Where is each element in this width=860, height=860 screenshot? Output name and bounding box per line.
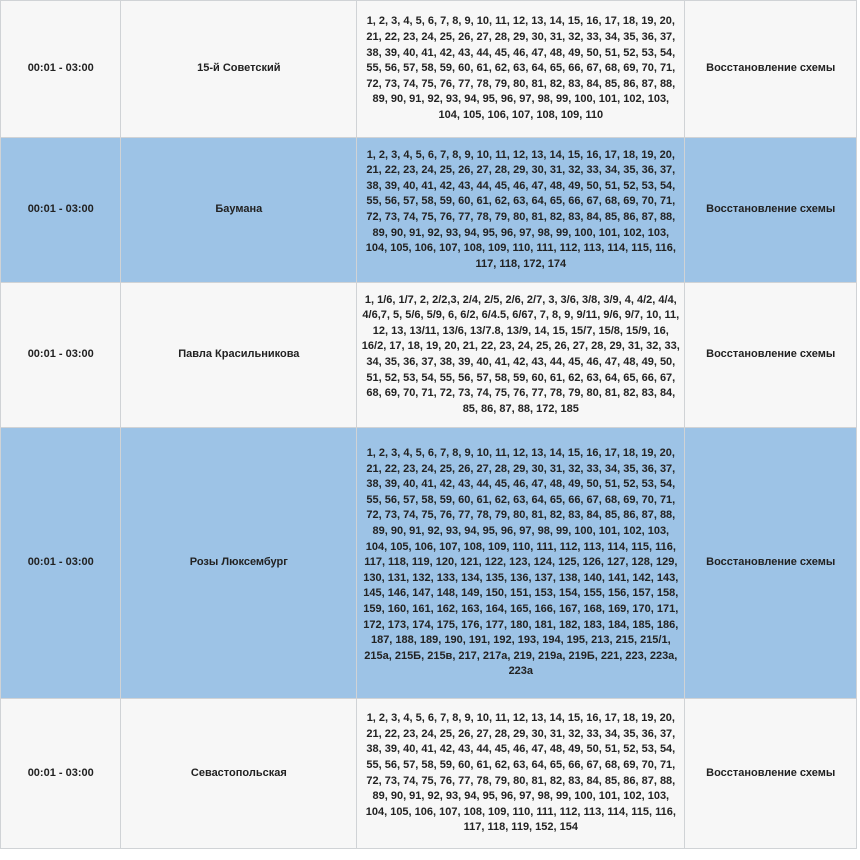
status-cell: Восстановление схемы (685, 699, 857, 849)
street-cell: Розы Люксембург (121, 428, 357, 699)
status-cell: Восстановление схемы (685, 283, 857, 428)
street-cell: 15-й Советский (121, 1, 357, 138)
houses-list: 1, 2, 3, 4, 5, 6, 7, 8, 9, 10, 11, 12, 13, 14, 15, 16, 17, 18, 19, 20, 21, 22, 23, 24, 25, 26, 27, 28, 29, 30, 31, 32, 33, 34, 35, 36, 37, 38, 39, 40, 41, 42, 43, 44, 45, 46, 47, 48, 49, 50, 51, 52, 53, 54, 55, 56, 57, 58, 59, 60, 61, 62, 63, 64, 65, 66, 67, 68, 69, 70, 71, 72, 73, 74, 75, 76, 77, 78, 79, 80, 81, 82, 83, 84, 85, 86, 87, 88, 89, 90, 91, 92, 93, 94, 95, 96, 97, 98, 99, 100, 101, 102, 103, 104, 105, 106, 107, 108, 109, 110 (366, 15, 676, 121)
houses-cell (357, 138, 685, 283)
table-row (1, 283, 857, 428)
street-cell: Севастопольская (121, 699, 357, 849)
time-cell: 00:01 - 03:00 (1, 283, 121, 428)
houses-cell (357, 283, 685, 428)
time-cell: 00:01 - 03:00 (1, 138, 121, 283)
houses-list: 1, 2, 3, 4, 5, 6, 7, 8, 9, 10, 11, 12, 13, 14, 15, 16, 17, 18, 19, 20, 21, 22, 23, 24, 25, 26, 27, 28, 29, 30, 31, 32, 33, 34, 35, 36, 37, 38, 39, 40, 41, 42, 43, 44, 45, 46, 47, 48, 49, 50, 51, 52, 53, 54, 55, 56, 57, 58, 59, 60, 61, 62, 63, 64, 65, 66, 67, 68, 69, 70, 71, 72, 73, 74, 75, 76, 77, 78, 79, 80, 81, 82, 83, 84, 85, 86, 87, 88, 89, 90, 91, 92, 93, 94, 95, 96, 97, 98, 99, 100, 101, 102, 103, 104, 105, 106, 107, 108, 109, 110, 111, 112, 113, 114, 115, 116, 117, 118, 119, 120, 121, 122, 123, 124, 125, 126, 127, 128, 129, 130, 131, 132, 133, 134, 135, 136, 137, 138, 140, 141, 142, 143, 145, 146, 147, 148, 149, 150, 151, 153, 154, 155, 156, 157, 158, 159, 160, 161, 162, 163, 164, 165, 166, 167, 168, 169, 170, 171, 172, 173, 174, 175, 176, 177, 180, 181, 182, 183, 184, 185, 186, 187, 188, 189, 190, 191, 192, 193, 194, 195, 213, 215, 215/1, 215а, 215Б, 215в, 217, 217а, 219, 219а, 219Б, 221, 223, 223а, 223а (363, 447, 679, 678)
table-row (1, 138, 857, 283)
houses-cell (357, 428, 685, 699)
table-row (1, 428, 857, 699)
table-row (1, 1, 857, 138)
status-cell: Восстановление схемы (685, 1, 857, 138)
time-cell: 00:01 - 03:00 (1, 1, 121, 138)
houses-list: 1, 2, 3, 4, 5, 6, 7, 8, 9, 10, 11, 12, 13, 14, 15, 16, 17, 18, 19, 20, 21, 22, 23, 24, 25, 26, 27, 28, 29, 30, 31, 32, 33, 34, 35, 36, 37, 38, 39, 40, 41, 42, 43, 44, 45, 46, 47, 48, 49, 50, 51, 52, 53, 54, 55, 56, 57, 58, 59, 60, 61, 62, 63, 64, 65, 66, 67, 68, 69, 70, 71, 72, 73, 74, 75, 76, 77, 78, 79, 80, 81, 82, 83, 84, 85, 86, 87, 88, 89, 90, 91, 92, 93, 94, 95, 96, 97, 98, 99, 100, 101, 102, 103, 104, 105, 106, 107, 108, 109, 110, 111, 112, 113, 114, 115, 116, 117, 118, 119, 152, 154 (365, 712, 676, 834)
street-cell: Павла Красильникова (121, 283, 357, 428)
status-cell: Восстановление схемы (685, 138, 857, 283)
time-cell: 00:01 - 03:00 (1, 428, 121, 699)
houses-cell (357, 699, 685, 849)
houses-cell (357, 1, 685, 138)
time-cell: 00:01 - 03:00 (1, 699, 121, 849)
status-cell: Восстановление схемы (685, 428, 857, 699)
houses-list: 1, 2, 3, 4, 5, 6, 7, 8, 9, 10, 11, 12, 13, 14, 15, 16, 17, 18, 19, 20, 21, 22, 23, 24, 25, 26, 27, 28, 29, 30, 31, 32, 33, 34, 35, 36, 37, 38, 39, 40, 41, 42, 43, 44, 45, 46, 47, 48, 49, 50, 51, 52, 53, 54, 55, 56, 57, 58, 59, 60, 61, 62, 63, 64, 65, 66, 67, 68, 69, 70, 71, 72, 73, 74, 75, 76, 77, 78, 79, 80, 81, 82, 83, 84, 85, 86, 87, 88, 89, 90, 91, 92, 93, 94, 95, 96, 97, 98, 99, 100, 101, 102, 103, 104, 105, 106, 107, 108, 109, 110, 111, 112, 113, 114, 115, 116, 117, 118, 172, 174 (365, 148, 676, 270)
houses-list: 1, 1/6, 1/7, 2, 2/2,3, 2/4, 2/5, 2/6, 2/7, 3, 3/6, 3/8, 3/9, 4, 4/2, 4/4, 4/6,7, 5, 5/6, 5/9, 6, 6/2, 6/4.5, 6/67, 7, 8, 9, 9/11, 9/6, 9/7, 10, 11, 12, 13, 13/11, 13/6, 13/7.8, 13/9, 14, 15, 15/7, 15/8, 15/9, 16, 16/2, 17, 18, 19, 20, 21, 22, 23, 24, 25, 26, 27, 28, 29, 31, 32, 33, 34, 35, 36, 37, 38, 39, 40, 41, 42, 43, 44, 45, 46, 47, 48, 49, 50, 51, 52, 53, 54, 55, 56, 57, 58, 59, 60, 61, 62, 63, 64, 65, 66, 67, 68, 69, 70, 71, 72, 73, 74, 75, 76, 77, 78, 79, 80, 81, 82, 83, 84, 85, 86, 87, 88, 172, 185 (361, 293, 680, 415)
table-row (1, 699, 857, 849)
street-cell: Баумана (121, 138, 357, 283)
